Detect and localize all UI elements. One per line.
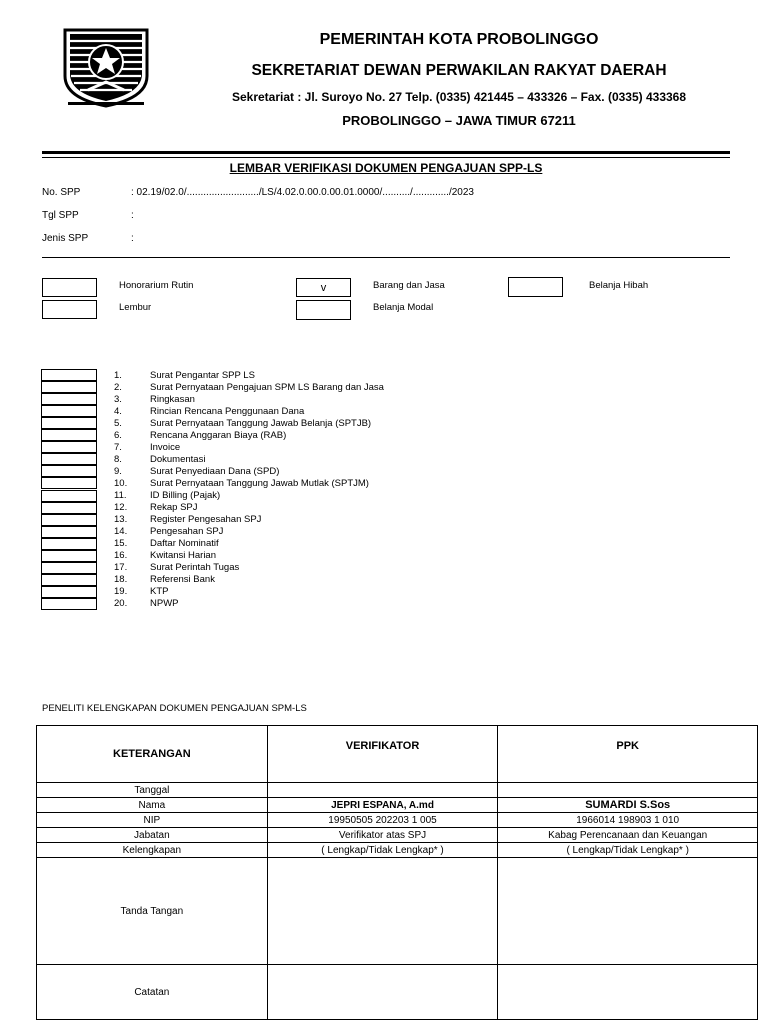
document-checkbox[interactable] [41,514,97,526]
document-number: 1. [114,369,122,381]
document-name: Ringkasan [150,393,195,405]
verifikator-catatan-cell[interactable] [267,965,498,1020]
row-label-nip: NIP [37,813,268,828]
document-checkbox[interactable] [41,502,97,514]
document-name: NPWP [150,598,179,610]
document-checkbox[interactable] [41,429,97,441]
ppk-jabatan: Kabag Perencanaan dan Keuangan [498,828,758,843]
barang-jasa-checkbox[interactable]: v [296,278,351,297]
header-government-name: PEMERINTAH KOTA PROBOLINGGO [319,31,599,48]
document-name: Referensi Bank [150,574,215,586]
document-name: Rencana Anggaran Biaya (RAB) [150,429,287,441]
document-title: LEMBAR VERIFIKASI DOKUMEN PENGAJUAN SPP-LS [229,161,543,175]
ppk-nip: 1966014 198903 1 010 [498,813,758,828]
document-number: 4. [114,405,122,417]
honorarium-checkbox[interactable] [42,278,97,297]
document-checkbox[interactable] [41,477,97,489]
document-name: Surat Pernyataan Tanggung Jawab Belanja (SPTJB) [150,417,372,429]
document-name: KTP [150,586,169,598]
belanja-hibah-checkbox[interactable] [508,277,563,297]
document-checkbox[interactable] [41,562,97,574]
document-checkbox[interactable] [41,465,97,477]
jenis-spp-value: : [131,233,134,244]
document-number: 5. [114,417,122,429]
verifikator-nip: 19950505 202203 1 005 [267,813,498,828]
document-number: 19. [114,586,128,598]
row-label-catatan: Catatan [37,965,268,1020]
document-checkbox[interactable] [41,586,97,598]
document-number: 2. [114,381,122,393]
header-verifikator: VERIFIKATOR [267,726,498,783]
lembur-label: Lembur [119,302,152,313]
row-label-tanda-tangan: Tanda Tangan [37,858,268,965]
tgl-spp-label: Tgl SPP [42,210,79,221]
row-label-nama: Nama [37,798,268,813]
no-spp-label: No. SPP [42,187,81,198]
header-address: Sekretariat : Jl. Suroyo No. 27 Telp. (0335) 421445 – 433326 – Fax. (0335) 433368 [231,90,687,104]
document-name: Kwitansi Harian [150,550,216,562]
document-number: 17. [114,562,128,574]
ppk-signature-cell[interactable] [498,858,758,965]
ppk-catatan-cell[interactable] [498,965,758,1020]
document-name: ID Billing (Pajak) [150,490,221,501]
tanggal-ppk-cell[interactable] [498,783,758,798]
document-number: 12. [114,502,128,514]
document-number: 14. [114,526,128,538]
header-divider-thin [42,157,730,158]
row-label-kelengkapan: Kelengkapan [37,843,268,858]
ppk-name: SUMARDI S.Sos [498,798,758,813]
header-keterangan: KETERANGAN [37,726,268,783]
verifikator-name: JEPRI ESPANA, A.md [267,798,498,813]
document-name: Rincian Rencana Penggunaan Dana [150,405,305,417]
document-checkbox[interactable] [41,393,97,405]
document-number: 9. [114,465,122,477]
document-name: Surat Pernyataan Pengajuan SPM LS Barang dan Jasa [150,381,384,393]
document-checkbox[interactable] [41,574,97,586]
header-divider-thick [42,151,730,154]
verifikator-jabatan: Verifikator atas SPJ [267,828,498,843]
document-checkbox[interactable] [41,598,97,610]
document-name: Surat Pengantar SPP LS [150,369,255,381]
ppk-kelengkapan[interactable]: ( Lengkap/Tidak Lengkap* ) [498,843,758,858]
section-divider [42,257,730,258]
document-name: Pengesahan SPJ [150,526,224,538]
document-number: 10. [114,477,128,489]
belanja-hibah-label: Belanja Hibah [589,280,649,291]
document-checkbox[interactable] [41,490,97,502]
document-number: 16. [114,550,128,562]
tgl-spp-value: : [131,210,134,221]
jenis-spp-label: Jenis SPP [42,233,89,244]
document-name: Daftar Nominatif [150,538,219,550]
document-name: Rekap SPJ [150,502,198,514]
header-city: PROBOLINGGO – JAWA TIMUR 67211 [342,113,576,128]
document-number: 3. [114,393,122,405]
city-emblem-logo [62,28,150,108]
header-office-name: SEKRETARIAT DEWAN PERWAKILAN RAKYAT DAERAH [251,62,667,79]
row-label-jabatan: Jabatan [37,828,268,843]
verifikator-kelengkapan[interactable]: ( Lengkap/Tidak Lengkap* ) [267,843,498,858]
document-checkbox[interactable] [41,441,97,453]
document-number: 6. [114,429,122,441]
section-title: PENELITI KELENGKAPAN DOKUMEN PENGAJUAN SPM-LS [42,703,307,714]
document-checkbox[interactable] [41,453,97,465]
document-checkbox[interactable] [41,417,97,429]
document-number: 11. [114,490,127,501]
document-checkbox[interactable] [41,550,97,562]
lembur-checkbox[interactable] [42,300,97,319]
document-number: 15. [114,538,128,550]
document-checkbox[interactable] [41,526,97,538]
document-name: Surat Pernyataan Tanggung Jawab Mutlak (SPTJM) [150,477,369,489]
honorarium-label: Honorarium Rutin [119,280,194,291]
document-number: 13. [114,514,128,526]
no-spp-value: : 02.19/02.0/........................../LS/4.02.0.00.0.00.01.0000/........../............./2023 [131,187,474,198]
document-checkbox[interactable] [41,405,97,417]
document-checkbox[interactable] [41,369,97,381]
document-number: 8. [114,453,122,465]
tanggal-verifikator-cell[interactable] [267,783,498,798]
verification-table [36,725,758,1020]
barang-jasa-label: Barang dan Jasa [373,280,445,291]
document-name: Dokumentasi [150,453,206,465]
belanja-modal-checkbox[interactable] [296,300,351,320]
header-ppk: PPK [498,726,758,783]
belanja-modal-label: Belanja Modal [373,302,434,313]
row-label-tanggal: Tanggal [37,783,268,798]
document-checkbox[interactable] [41,381,97,393]
document-number: 18. [114,574,128,586]
document-name: Surat Perintah Tugas [150,562,240,574]
document-name: Surat Penyediaan Dana (SPD) [150,465,280,477]
document-name: Invoice [150,441,181,453]
document-number: 20. [114,598,128,610]
verifikator-signature-cell[interactable] [267,858,498,965]
document-name: Register Pengesahan SPJ [150,514,262,526]
document-number: 7. [114,441,122,453]
document-checkbox[interactable] [41,538,97,550]
